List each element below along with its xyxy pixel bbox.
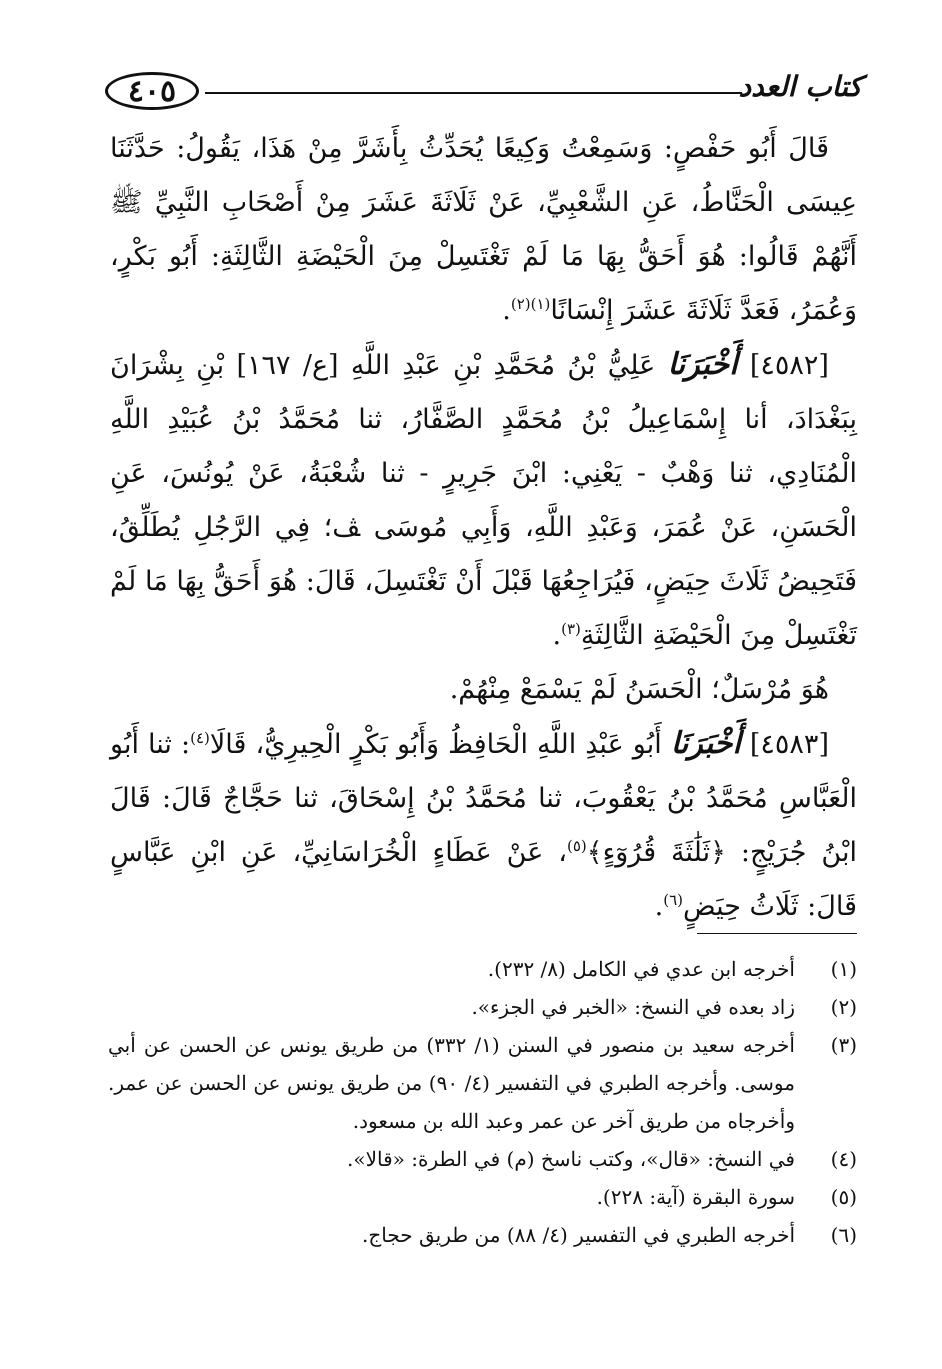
- hadith-text: عَلِيُّ بْنُ مُحَمَّدِ بْنِ عَبْدِ اللَّهِ [ع/ ١٦٧] بْنِ بِشْرَانَ بِبَغْدَادَ، أنا إِسْمَاعِيلُ بْنُ مُحَمَّدٍ الصَّفَّارُ، ثنا مُحَمَّدُ بْنُ عُبَيْدِ اللَّهِ الْمُنَادِي، ثنا وَهْبٌ - يَعْنِي: ابْنَ جَرِيرٍ - ثنا شُعْبَةُ، عَنْ يُونُسَ، عَنِ الْحَسَنِ، عَنْ عُمَرَ، وَعَبْدِ اللَّهِ، وَأَبِي مُوسَى ﭫ؛ فِي الرَّجُلِ يُطَلِّقُ، فَتَحِيضُ ثَلَاثَ حِيَضٍ، فَيُرَاجِعُهَا قَبْلَ أَنْ تَغْتَسِلَ، قَالَ: هُوَ أَحَقُّ بِهَا مَا لَمْ تَغْتَسِلْ مِنَ الْحَيْضَةِ الثَّالِثَةِ: [110, 350, 857, 651]
- footnote-text: زاد بعده في النسخ: «الخبر في الجزء».: [471, 995, 795, 1019]
- footnote-item: [108, 1140, 857, 1178]
- hadith-text-a: أَبُو عَبْدِ اللَّهِ الْحَافِظُ وَأَبُو بَكْرٍ الْحِيرِيُّ، قَالَا: [209, 729, 662, 760]
- footnote-number: (١): [830, 957, 857, 981]
- footnote-text: في النسخ: «قال»، وكتب ناسخ (م) في الطرة: «قالا».: [347, 1147, 795, 1171]
- footnote-item: [108, 988, 857, 1026]
- paragraph-abu-hafs: [110, 122, 857, 338]
- page-header: [105, 62, 862, 122]
- hadith-4582: [110, 338, 857, 663]
- footnote-item: [108, 1216, 857, 1254]
- footnote-number: (٢): [830, 995, 857, 1019]
- hadith-number: [٤٥٨٣]: [749, 729, 829, 760]
- main-text: [110, 122, 857, 934]
- footnote-number: (٤): [830, 1147, 857, 1171]
- hadith-end: .: [552, 620, 562, 651]
- footnotes: [108, 950, 857, 1254]
- footnote-item: [108, 1026, 857, 1140]
- book-title: كتاب العدد: [738, 70, 862, 103]
- hadith-4583: [110, 717, 857, 934]
- paragraph-text: قَالَ أَبُو حَفْصٍ: وَسَمِعْتُ وَكِيعًا يُحَدِّثُ بِأَشَرَّ مِنْ هَذَا، يَقُولُ: حَدَّثَنَا عِيسَى الْحَنَّاطُ، عَنِ الشَّعْبِيِّ، عَنْ ثَلَاثَةَ عَشَرَ مِنْ أَصْحَابِ النَّبِيِّ ﷺ أَنَّهُمْ قَالُوا: هُوَ أَحَقُّ بِهَا مَا لَمْ تَغْتَسِلْ مِنَ الْحَيْضَةِ الثَّالِثَةِ: أَبُو بَكْرٍ، وَعُمَرُ، فَعَدَّ ثَلَاثَةَ عَشَرَ إِنْسَانًا: [110, 133, 857, 326]
- hadith-number: [٤٥٨٢]: [749, 350, 829, 381]
- footnote-number: (٦): [830, 1223, 857, 1247]
- footnote-text: أخرجه ابن عدي في الكامل (٨/ ٢٣٢).: [487, 957, 795, 981]
- footnote-text: أخرجه الطبري في التفسير (٤/ ٨٨) من طريق حجاج.: [362, 1223, 795, 1247]
- footnote-ref-4: (٤): [190, 729, 210, 747]
- footnote-number: (٣): [830, 1033, 857, 1057]
- mursal-note: هُوَ مُرْسَلٌ؛ الْحَسَنُ لَمْ يَسْمَعْ مِنْهُمْ.: [449, 674, 829, 705]
- footnote-item: [108, 1178, 857, 1216]
- footnote-separator: [697, 933, 857, 934]
- footnote-item: [108, 950, 857, 988]
- footnote-ref-5: (٥): [566, 837, 587, 855]
- paragraph-end: .: [502, 295, 511, 326]
- hadith-lead: أَخْبَرَنَا: [667, 347, 738, 382]
- footnote-number: (٥): [830, 1185, 857, 1209]
- hadith-lead: أَخْبَرَنَا: [670, 726, 741, 761]
- footnote-ref-6: (٦): [663, 891, 684, 909]
- footnote-ref-3: (٣): [561, 620, 581, 638]
- footnote-ref-1-2: (١)(٢): [510, 295, 551, 313]
- footnote-text: سورة البقرة (آية: ٢٢٨).: [596, 1185, 795, 1209]
- hadith-text-b: : ثنا أَبُو الْعَبَّاسِ مُحَمَّدُ بْنُ يَعْقُوبَ، ثنا مُحَمَّدُ بْنُ إِسْحَاقَ، ثنا حَجَّاجٌ قَالَ: قَالَ ابْنُ جُرَيْجٍ: ﴿ثَلَٰثَةَ قُرُوٓءٍ﴾: [110, 729, 857, 868]
- page-number: ٤٠٥: [105, 72, 199, 110]
- hadith-end: .: [654, 891, 664, 922]
- hadith-text-c: ، عَنْ عَطَاءٍ الْخُرَاسَانِيِّ، عَنِ ابْنِ عَبَّاسٍ قَالَ: ثَلَاثُ حِيَضٍ: [110, 837, 857, 922]
- footnote-text: أخرجه سعيد بن منصور في السنن (١/ ٣٣٢) من طريق يونس عن الحسن عن أبي موسى. وأخرجه الطبري في التفسير (٤/ ٩٠) من طريق يونس عن الحسن عن عمر. وأخرجاه من طريق آخر عن عمر وعبد الله بن مسعود.: [108, 1033, 795, 1133]
- header-rule: [205, 92, 742, 94]
